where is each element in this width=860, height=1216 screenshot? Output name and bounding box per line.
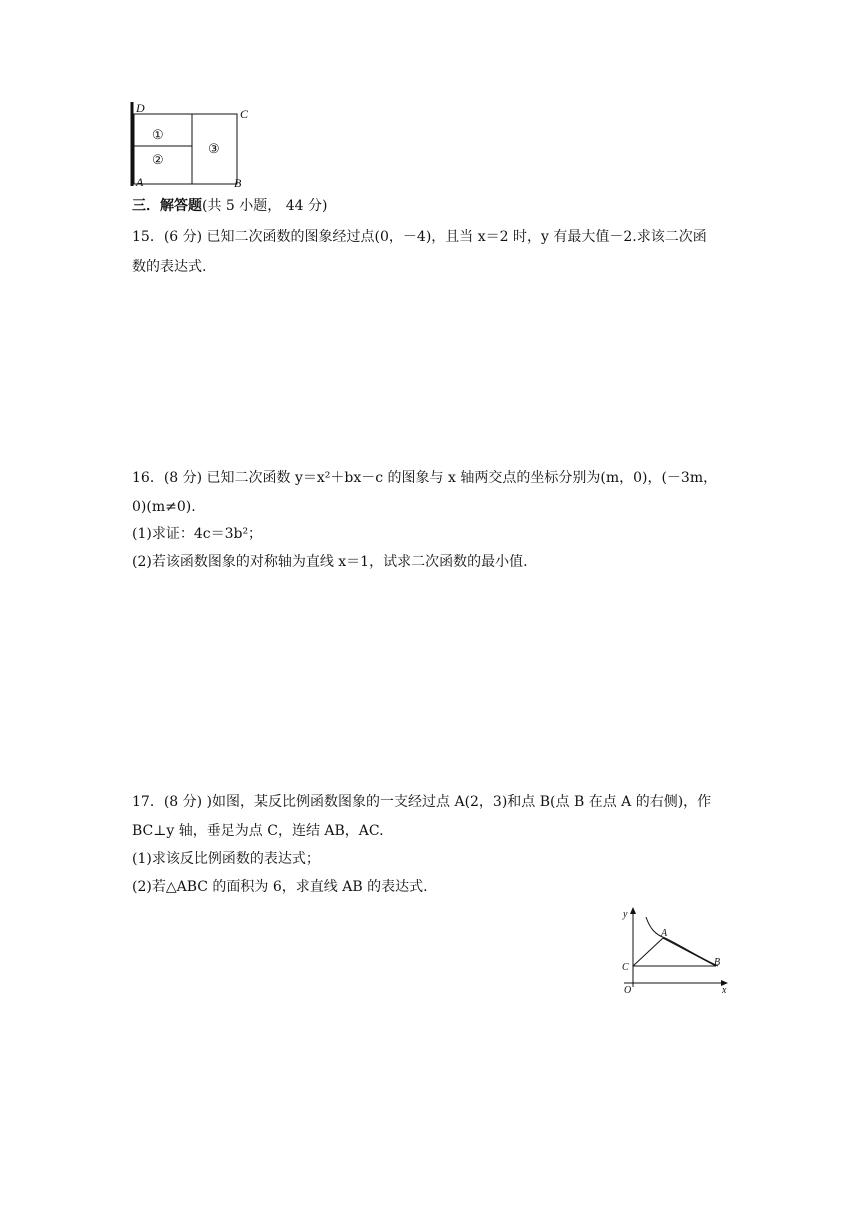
q16-line2: 0)(m≠0).: [132, 499, 196, 515]
label-point-c: C: [622, 962, 629, 973]
section-info: (共 5 小题， 44 分): [202, 198, 328, 214]
q17-part1: (1)求该反比例函数的表达式；: [132, 851, 320, 867]
region-1: ①: [152, 127, 164, 142]
segment-ab: [663, 938, 716, 966]
label-x: x: [722, 985, 727, 995]
q16-part1: (1)求证：4c＝3b²；: [132, 526, 263, 542]
q17-line2: BC⊥y 轴，垂足为点 C，连结 AB，AC.: [132, 823, 384, 839]
q16-line1: 16．(8 分) 已知二次函数 y＝x²＋bx－c 的图象与 x 轴两交点的坐标分别为(m，0)，(－3m，: [132, 470, 718, 486]
label-a: A: [136, 175, 144, 189]
q15-line1: 15．(6 分) 已知二次函数的图象经过点(0，－4)，且当 x＝2 时，y 有最大值－2.求该二次函: [132, 229, 707, 245]
q15-line2: 数的表达式.: [132, 259, 207, 275]
rectangle-abcd: [134, 114, 237, 184]
segment-ca: [633, 938, 663, 966]
label-point-a: A: [661, 928, 668, 939]
section-title: 三．解答题: [132, 198, 202, 214]
label-d: D: [136, 101, 145, 115]
region-3: ③: [208, 141, 220, 156]
section-header: [132, 197, 327, 215]
hyperbola-graph: [618, 905, 734, 995]
rectangle-figure: [124, 98, 264, 192]
label-b: B: [234, 176, 242, 190]
label-point-b: B: [714, 957, 721, 968]
label-y: y: [623, 909, 628, 920]
q17-line1: 17．(8 分) )如图，某反比例函数图象的一支经过点 A(2，3)和点 B(点 B 在点 A 的右侧)，作: [132, 794, 712, 810]
q16-part2: (2)若该函数图象的对称轴为直线 x＝1，试求二次函数的最小值.: [132, 554, 528, 570]
hyperbola-curve: [646, 917, 721, 968]
y-axis-arrow: [630, 907, 636, 914]
region-2: ②: [152, 152, 164, 167]
q17-part2: (2)若△ABC 的面积为 6，求直线 AB 的表达式.: [132, 879, 428, 895]
label-c: C: [240, 107, 249, 121]
label-o: O: [624, 985, 632, 995]
